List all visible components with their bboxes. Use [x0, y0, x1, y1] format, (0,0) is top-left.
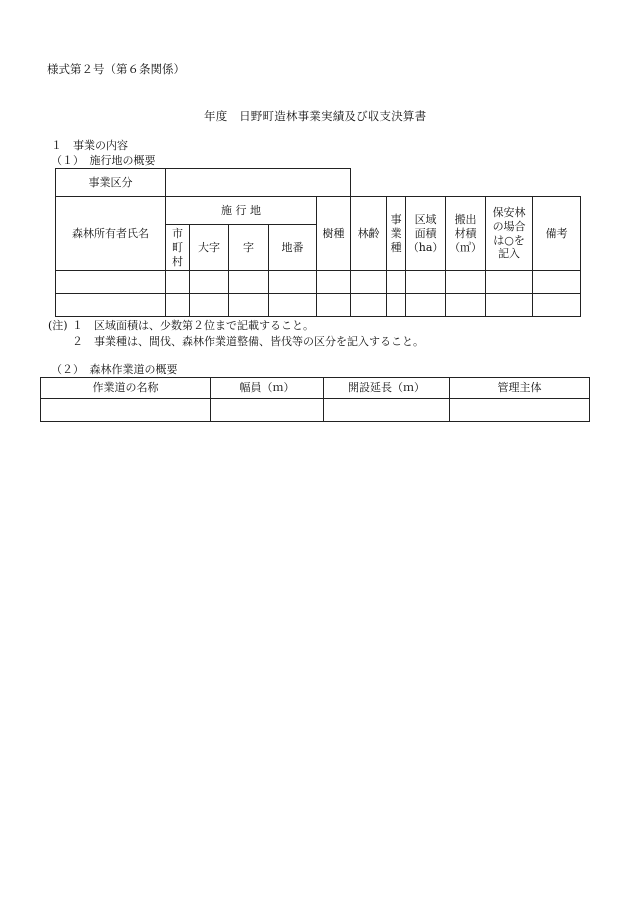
input-cell[interactable] — [229, 294, 269, 317]
jushu-header: 樹種 — [317, 197, 351, 271]
input-cell[interactable] — [450, 399, 590, 422]
rinrei-header: 林齢 — [351, 197, 387, 271]
kuiki-menseki-header: 区域 面積 （ha） — [406, 197, 446, 271]
input-cell[interactable] — [269, 294, 317, 317]
input-cell[interactable] — [229, 271, 269, 294]
input-cell[interactable] — [486, 294, 533, 317]
table-row — [41, 399, 590, 422]
note-prefix: (注) — [48, 319, 68, 332]
input-cell[interactable] — [486, 271, 533, 294]
subsection-site-overview: （１） 施行地の概要 — [51, 154, 156, 167]
input-cell[interactable] — [324, 399, 450, 422]
input-cell[interactable] — [387, 294, 406, 317]
road-length-header: 開設延長（ｍ） — [324, 378, 450, 399]
jigyoshu-header: 事 業 種 — [387, 197, 406, 271]
input-cell[interactable] — [166, 294, 190, 317]
hoanrin-header: 保安林 の場合 は○を 記入 — [486, 197, 533, 271]
input-cell[interactable] — [351, 294, 387, 317]
input-cell[interactable] — [351, 271, 387, 294]
input-cell[interactable] — [406, 294, 446, 317]
road-manager-header: 管理主体 — [450, 378, 590, 399]
table-row — [56, 294, 581, 317]
input-cell[interactable] — [533, 294, 581, 317]
biko-header: 備考 — [533, 197, 581, 271]
input-cell[interactable] — [190, 294, 229, 317]
input-cell[interactable] — [269, 271, 317, 294]
note-number: ２ — [72, 335, 83, 348]
table-row — [56, 271, 581, 294]
input-cell[interactable] — [166, 271, 190, 294]
jigyo-kubun-value-cell[interactable] — [166, 169, 351, 197]
note-item — [48, 318, 424, 334]
note-text: 事業種は、間伐、森林作業道整備、皆伐等の区分を記入すること。 — [94, 335, 424, 348]
document-title: 年度 日野町造林事業実績及び収支決算書 — [204, 109, 427, 123]
note-text: 区域面積は、少数第２位まで記載すること。 — [94, 319, 314, 332]
input-cell[interactable] — [317, 294, 351, 317]
shichoson-header: 市 町 村 — [166, 225, 190, 271]
form-number: 様式第２号（第６条関係） — [47, 62, 185, 76]
input-cell[interactable] — [41, 399, 211, 422]
section-heading-contents: １ 事業の内容 — [51, 139, 128, 152]
notes — [48, 318, 424, 350]
input-cell[interactable] — [387, 271, 406, 294]
input-cell[interactable] — [56, 294, 166, 317]
road-name-header: 作業道の名称 — [41, 378, 211, 399]
input-cell[interactable] — [317, 271, 351, 294]
note-number: １ — [72, 319, 83, 332]
blank-area — [351, 169, 581, 197]
jigyo-kubun-label: 事業区分 — [56, 169, 166, 197]
input-cell[interactable] — [446, 294, 486, 317]
note-item — [48, 334, 424, 350]
hansyutsu-zaiseki-header: 搬出 材積 （㎥） — [446, 197, 486, 271]
road-width-header: 幅員（ｍ） — [211, 378, 324, 399]
input-cell[interactable] — [190, 271, 229, 294]
input-cell[interactable] — [533, 271, 581, 294]
input-cell[interactable] — [56, 271, 166, 294]
input-cell[interactable] — [211, 399, 324, 422]
site-overview-table — [55, 168, 581, 317]
subsection-forest-road-overview: （２） 森林作業道の概要 — [51, 363, 178, 376]
site-header: 施 行 地 — [166, 197, 317, 225]
oaza-header: 大字 — [190, 225, 229, 271]
aza-header: 字 — [229, 225, 269, 271]
input-cell[interactable] — [406, 271, 446, 294]
chiban-header: 地番 — [269, 225, 317, 271]
forest-road-table — [40, 377, 590, 422]
owner-name-header: 森林所有者氏名 — [56, 197, 166, 271]
input-cell[interactable] — [446, 271, 486, 294]
